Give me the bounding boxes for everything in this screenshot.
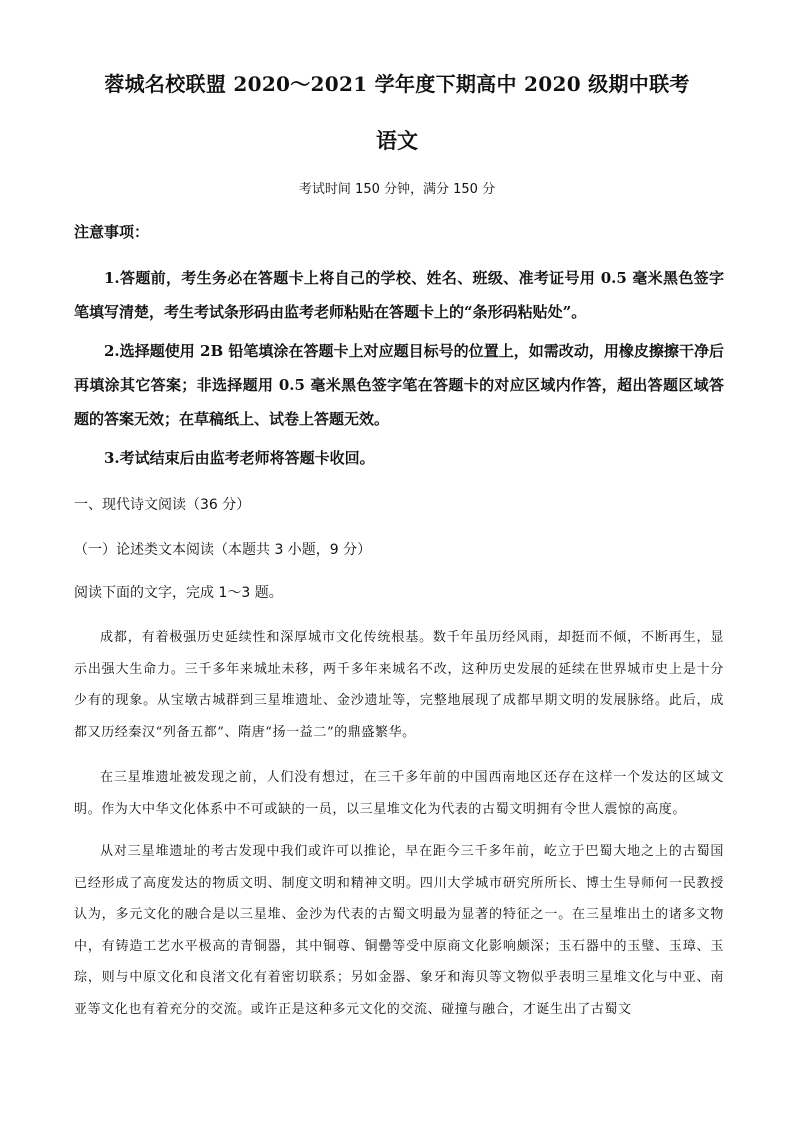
notice-item-2: 2.选择题使用 2B 铅笔填涂在答题卡上对应题目标号的位置上，如需改动，用橡皮擦擦干净后再填涂其它答案；非选择题用 0.5 毫米黑色签字笔在答题卡的对应区域内作答，超出答题区域答题的答案无效；在草稿纸上、试卷上答题无效。 <box>74 342 724 428</box>
subject-title: 语文 <box>376 128 418 153</box>
exam-title: 蓉城名校联盟 2020～2021 学年度下期高中 2020 级期中联考 <box>104 72 690 96</box>
passage-paragraph-1: 成都，有着极强历史延续性和深厚城市文化传统根基。数千年虽历经风雨，却挺而不倾，不断再生，显示出强大生命力。三千多年来城址未移，两千多年来城名不改，这种历史发展的延续在世界城市史上是十分少有的现象。从宝墩古城群到三星堆遗址、金沙遗址等，完整地展现了成都早期文明的发展脉络。此后，成都又历经秦汉“列备五都”、隋唐“扬一益二”的鼎盛繁华。 <box>74 630 724 740</box>
section-subheading: （一）论述类文本阅读（本题共 3 小题，9 分） <box>74 542 372 558</box>
exam-time-note: 考试时间 150 分钟，满分 150 分 <box>298 182 496 197</box>
passage-paragraph-3: 从对三星堆遗址的考古发现中我们或许可以推论，早在距今三千多年前，屹立于巴蜀大地之上的古蜀国已经形成了高度发达的物质文明、制度文明和精神文明。四川大学城市研究所所长、博士生导师何一民教授认为，多元文化的融合是以三星堆、金沙为代表的古蜀文明最为显著的特征之一。在三星堆出土的诸多文物中，有铸造工艺水平极高的青铜器，其中铜尊、铜罍等受中原商文化影响颇深；玉石器中的玉璧、玉璋、玉琮，则与中原文化和良渚文化有着密切联系；另如金器、象牙和海贝等文物似乎表明三星堆文化与中亚、南亚等文化也有着充分的交流。或许正是这种多元文化的交流、碰撞与融合，才诞生出了古蜀文 <box>74 844 724 1017</box>
reading-instruction: 阅读下面的文字，完成 1～3 题。 <box>74 585 283 601</box>
notice-item-3: 3.考试结束后由监考老师将答题卡收回。 <box>104 449 375 467</box>
passage-paragraph-2: 在三星堆遗址被发现之前，人们没有想过，在三千多年前的中国西南地区还存在这样一个发达的区域文明。作为大中华文化体系中不可或缺的一员，以三星堆文化为代表的古蜀文明拥有令世人震惊的高度。 <box>74 770 724 817</box>
notice-item-1: 1.答题前，考生务必在答题卡上将自己的学校、姓名、班级、准考证号用 0.5 毫米黑色签字笔填写清楚，考生考试条形码由监考老师粘贴在答题卡上的“条形码粘贴处”。 <box>74 269 724 321</box>
notice-heading: 注意事项： <box>74 223 150 241</box>
section-heading-part-one: 一、现代诗文阅读（36 分） <box>74 497 251 513</box>
